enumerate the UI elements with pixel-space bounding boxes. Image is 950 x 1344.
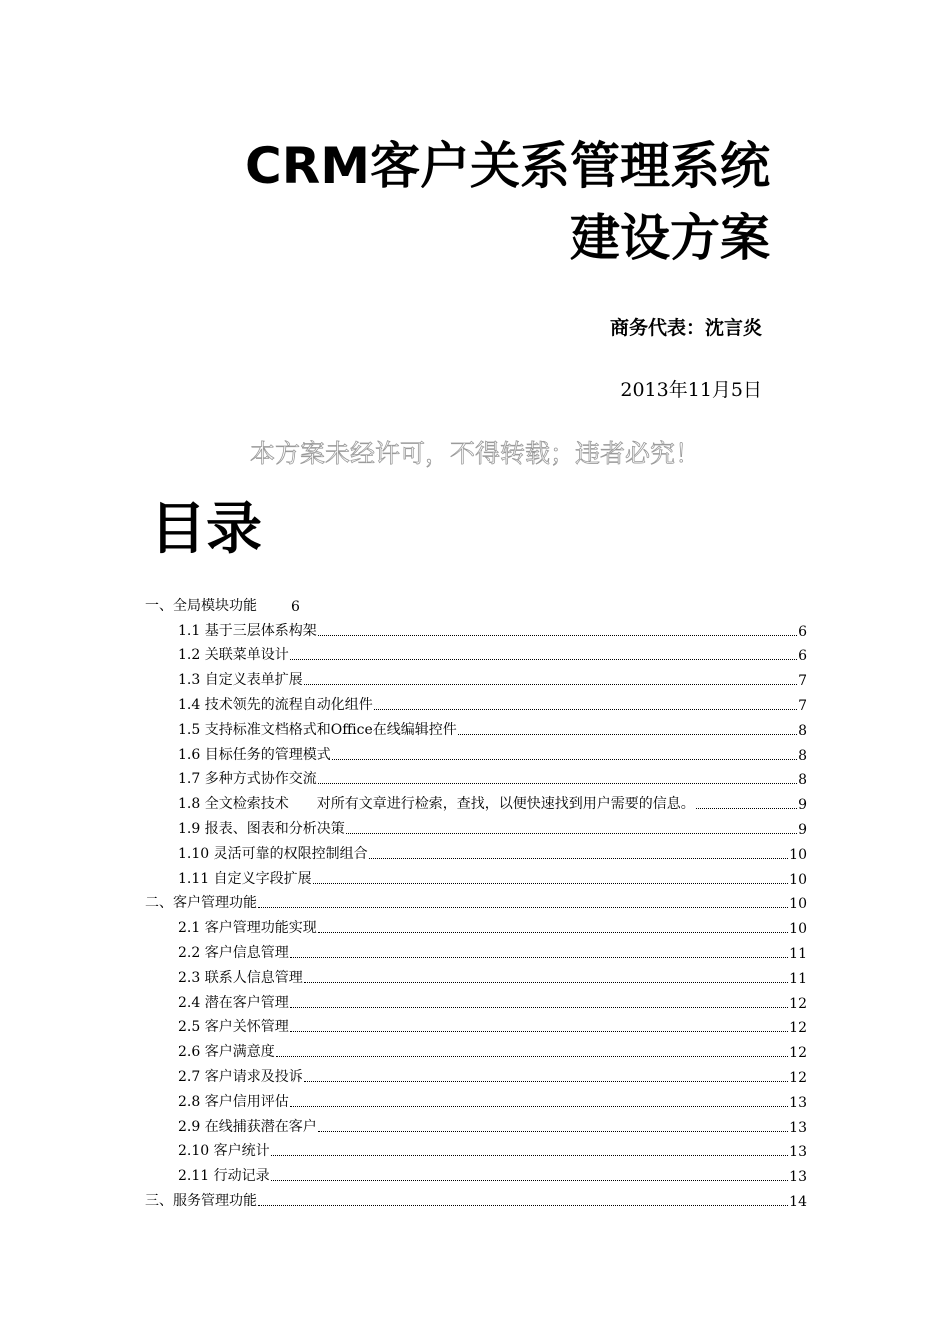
- toc-leader: [304, 1080, 788, 1082]
- toc-leader: [318, 782, 797, 784]
- toc-entry-title: 2.8 客户信用评估: [178, 1093, 289, 1110]
- toc-entry[interactable]: [145, 1086, 807, 1111]
- toc-entry-page: 12: [789, 1069, 807, 1086]
- toc-leader: [332, 758, 797, 760]
- toc-entry-title: 1.2 关联菜单设计: [178, 647, 289, 664]
- toc-entry-page: 8: [798, 772, 807, 789]
- toc-entry-title: 三、服务管理功能: [145, 1192, 257, 1209]
- toc-entry-page: 7: [798, 673, 807, 690]
- toc-entry-page: 10: [789, 871, 807, 888]
- toc-entry[interactable]: [145, 1136, 807, 1161]
- toc-entry-page: 12: [789, 995, 807, 1012]
- toc-entry-title: 2.1 客户管理功能实现: [178, 920, 317, 937]
- toc-leader: [258, 1204, 788, 1206]
- toc-entry-title: 1.5 支持标准文档格式和Office在线编辑控件: [178, 721, 457, 738]
- title-line-2: 建设方案: [570, 209, 770, 267]
- toc-entry[interactable]: [145, 1012, 807, 1037]
- toc-entry-title: 1.4 技术领先的流程自动化组件: [178, 696, 373, 713]
- toc-entry-title: 2.11 行动记录: [178, 1168, 270, 1185]
- toc-entry[interactable]: [145, 788, 807, 813]
- toc-entry[interactable]: [145, 764, 807, 789]
- toc-entry[interactable]: [145, 962, 807, 987]
- toc-leader: [304, 683, 797, 685]
- toc-entry-page: 6: [798, 623, 807, 640]
- toc-entry-title: 1.6 目标任务的管理模式: [178, 746, 331, 763]
- toc-leader: [290, 1006, 788, 1008]
- toc-entry-title: 2.4 潜在客户管理: [178, 994, 289, 1011]
- toc-entry-page: 12: [789, 1045, 807, 1062]
- toc-entry[interactable]: [145, 739, 807, 764]
- toc-entry-title: 1.1 基于三层体系构架: [178, 622, 317, 639]
- toc-leader: [271, 1154, 789, 1156]
- toc-leader: [696, 807, 797, 809]
- toc-leader: [304, 981, 788, 983]
- toc-entry-title: 1.7 多种方式协作交流: [178, 771, 317, 788]
- toc-entry[interactable]: [145, 1061, 807, 1086]
- toc-entry[interactable]: [145, 1111, 807, 1136]
- toc-leader: [369, 857, 789, 859]
- toc-leader: [313, 882, 789, 884]
- toc-leader: [290, 1105, 788, 1107]
- toc-entry-page: 10: [789, 846, 807, 863]
- toc-entry[interactable]: [145, 1036, 807, 1061]
- toc-leader: [290, 658, 797, 660]
- toc-entry-title: 2.3 联系人信息管理: [178, 969, 303, 986]
- toc-entry[interactable]: [145, 714, 807, 739]
- toc-entry[interactable]: [145, 912, 807, 937]
- title-line-1: CRM客户关系管理系统: [245, 137, 770, 195]
- toc-entry-title: 一、全局模块功能: [145, 597, 257, 614]
- toc-leader: [374, 708, 797, 710]
- toc-leader: [290, 956, 788, 958]
- toc-entry-title: 2.5 客户关怀管理: [178, 1019, 289, 1036]
- toc-entry-title: 1.11 自定义字段扩展: [178, 870, 312, 887]
- toc-entry-page: 11: [789, 945, 807, 962]
- toc-leader: [276, 1055, 788, 1057]
- toc-entry-page: 14: [789, 1193, 807, 1210]
- toc-entry[interactable]: [145, 664, 807, 689]
- toc-entry-title: 2.6 客户满意度: [178, 1044, 275, 1061]
- toc-leader: [346, 832, 797, 834]
- toc-entry-page: 10: [789, 921, 807, 938]
- toc-entry[interactable]: [145, 863, 807, 888]
- toc-entry[interactable]: [145, 888, 807, 913]
- toc-entry[interactable]: [145, 987, 807, 1012]
- business-representative: 商务代表：沈言炎: [609, 317, 762, 339]
- toc-entry-title: 2.10 客户统计: [178, 1143, 270, 1160]
- toc-entry-title: 2.2 客户信息管理: [178, 944, 289, 961]
- toc-entry[interactable]: [145, 689, 807, 714]
- toc-entry-page: 6: [291, 598, 300, 615]
- toc-entry-page: 9: [798, 821, 807, 838]
- toc-entry[interactable]: [145, 1160, 807, 1185]
- toc-entry-title: 1.9 报表、图表和分析决策: [178, 820, 345, 837]
- toc-leader: [271, 1179, 789, 1181]
- toc-entry-title: 1.3 自定义表单扩展: [178, 672, 303, 689]
- toc-entry-page: 13: [789, 1169, 807, 1186]
- toc-entry-page: 6: [798, 648, 807, 665]
- toc-entry-title: 1.8 全文检索技术 对所有文章进行检索，查找，以便快速找到用户需要的信息。: [178, 796, 695, 813]
- table-of-contents: [145, 590, 807, 1210]
- toc-heading: 目录: [150, 497, 262, 562]
- toc-entry-page: 13: [789, 1119, 807, 1136]
- toc-entry-title: 2.7 客户请求及投诉: [178, 1068, 303, 1085]
- toc-leader: [318, 931, 788, 933]
- toc-entry-title: 二、客户管理功能: [145, 895, 257, 912]
- toc-entry[interactable]: [145, 838, 807, 863]
- toc-leader: [290, 1030, 788, 1032]
- toc-entry-title: 1.10 灵活可靠的权限控制组合: [178, 845, 368, 862]
- toc-entry[interactable]: [145, 615, 807, 640]
- toc-entry-page: 12: [789, 1020, 807, 1037]
- toc-entry[interactable]: [145, 937, 807, 962]
- toc-leader: [318, 634, 797, 636]
- toc-entry[interactable]: [145, 640, 807, 665]
- toc-leader: [458, 733, 797, 735]
- toc-entry-page: 10: [789, 896, 807, 913]
- toc-entry-page: 13: [789, 1094, 807, 1111]
- toc-leader: [258, 906, 788, 908]
- toc-entry-page: 8: [798, 722, 807, 739]
- toc-leader: [318, 1130, 788, 1132]
- document-title: [150, 130, 770, 274]
- toc-entry[interactable]: [145, 813, 807, 838]
- document-date: 2013年11月5日: [620, 379, 762, 401]
- toc-entry[interactable]: [145, 590, 807, 615]
- toc-entry[interactable]: [145, 1185, 807, 1210]
- toc-entry-page: 7: [798, 697, 807, 714]
- toc-entry-page: 9: [798, 797, 807, 814]
- toc-entry-page: 11: [789, 970, 807, 987]
- toc-entry-page: 13: [789, 1144, 807, 1161]
- copyright-notice: 本方案未经许可，不得转载；违者必究！: [249, 439, 700, 468]
- toc-entry-title: 2.9 在线捕获潜在客户: [178, 1118, 317, 1135]
- toc-entry-page: 8: [798, 747, 807, 764]
